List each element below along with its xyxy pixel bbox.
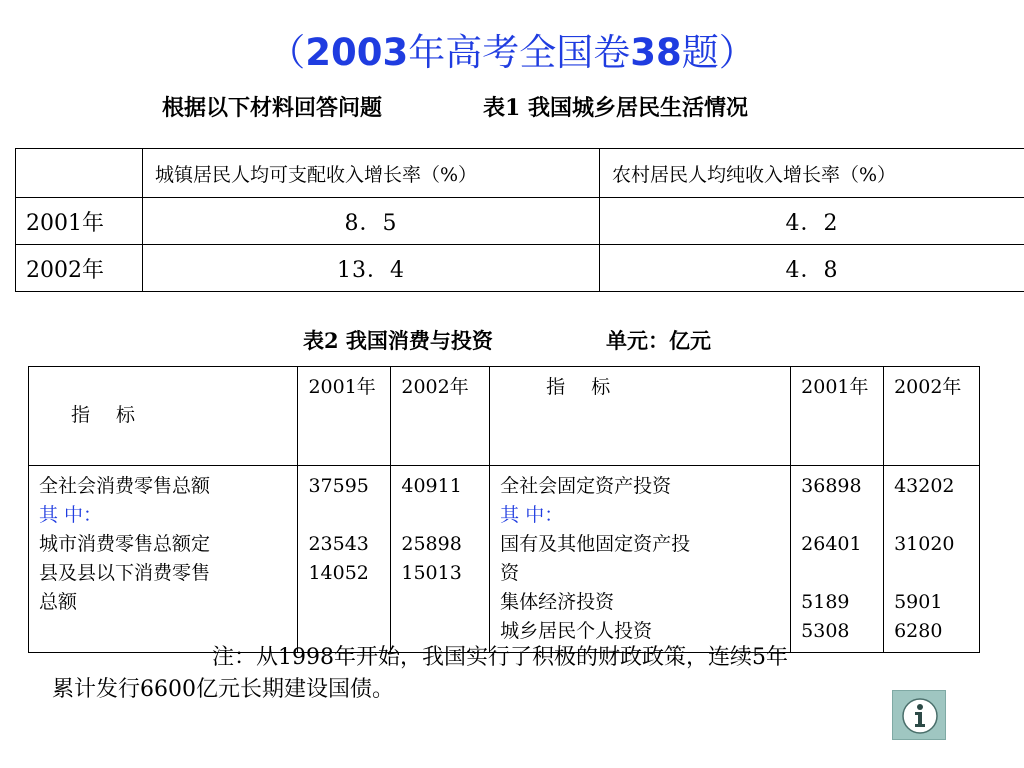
table1-header-row [16,149,1024,198]
table2-investment-2001 [791,466,884,653]
table2-header-indicator-left: 指 标 [29,367,298,466]
retail-county-label-line1: 县及县以下消费零售 [39,562,211,584]
table1-urban-2001: 8．5 [143,198,600,245]
table1-urban-rural-life [15,148,1024,292]
retail-county-label-line2: 总额 [39,591,78,613]
table2-investment-indicators [490,466,791,653]
table1-urban-2002: 13．4 [143,245,600,292]
investment-collective-2001: 5189 [801,591,850,613]
page-title [0,28,1024,78]
table2-header-2001-right: 2001年 [791,367,884,466]
title-number: 38 [630,31,682,74]
retail-city-label: 城市消费零售总额定 [39,533,211,555]
table1-rural-2002: 4．8 [600,245,1024,292]
table2-title: 表2 我国消费与投资 [303,328,493,353]
info-button[interactable] [892,690,946,740]
title-year: 2003 [305,31,409,74]
table2-consumption-indicators [29,466,298,653]
table1-header-corner [16,149,143,198]
table-row [16,198,1024,245]
table-row [29,466,980,653]
title-mid: 年高考全国卷 [408,31,631,74]
table2-consumption-2002 [391,466,490,653]
footnote-line1: 注：从1998年开始，我国实行了积极的财政政策，连续5年 [212,645,788,670]
table2-header-2002-right: 2002年 [884,367,980,466]
table2-unit: 单元：亿元 [606,328,711,353]
table2-header-row [29,367,980,466]
table2-investment-2002 [884,466,980,653]
retail-total-label: 全社会消费零售总额 [39,475,211,497]
retail-city-2001: 23543 [308,533,369,555]
retail-city-2002: 25898 [401,533,462,555]
table2-header-2002-left: 2002年 [391,367,490,466]
spacer [894,501,969,530]
spacer [801,501,873,530]
question-prompt: 根据以下材料回答问题 [162,95,383,121]
investment-state-label-line2: 资 [500,562,520,584]
retail-total-2002: 40911 [401,475,462,497]
footnote [52,642,952,706]
table1-title: 表1 我国城乡居民生活情况 [483,95,748,121]
retail-total-2001: 37595 [308,475,369,497]
table1-header-urban: 城镇居民人均可支配收入增长率（%） [143,149,600,198]
of-which-label: 其 中： [500,504,564,526]
investment-collective-label: 集体经济投资 [500,591,615,613]
investment-private-label: 城乡居民个人投资 [500,620,653,642]
spacer [401,501,479,530]
table-row [16,245,1024,292]
table1-year-2002: 2002年 [16,245,143,292]
investment-total-label: 全社会固定资产投资 [500,475,672,497]
title-end: 题） [681,31,756,74]
investment-collective-2002: 5901 [894,591,943,613]
investment-private-2001: 5308 [801,620,850,642]
of-which-label: 其 中： [39,504,103,526]
spacer [308,501,380,530]
spacer [894,559,969,588]
info-icon [901,697,939,735]
retail-county-2002: 15013 [401,562,462,584]
table1-rural-2001: 4．2 [600,198,1024,245]
table2-caption-row [0,325,1024,357]
subtitle-row [0,92,1024,124]
investment-state-2002: 31020 [894,533,955,555]
retail-county-2001: 14052 [308,562,369,584]
investment-private-2002: 6280 [894,620,943,642]
table2-consumption-investment [28,366,980,653]
table2-consumption-2001 [298,466,391,653]
table1-year-2001: 2001年 [16,198,143,245]
investment-state-label-line1: 国有及其他固定资产投 [500,533,691,555]
title-open: （ [268,31,306,74]
spacer [801,559,873,588]
investment-state-2001: 26401 [801,533,862,555]
footnote-line2: 累计发行6600亿元长期建设国债。 [52,677,394,702]
table2-header-2001-left: 2001年 [298,367,391,466]
table1-header-rural: 农村居民人均纯收入增长率（%） [600,149,1024,198]
table2-header-indicator-right: 指 标 [490,367,791,466]
investment-total-2002: 43202 [894,475,955,497]
investment-total-2001: 36898 [801,475,862,497]
